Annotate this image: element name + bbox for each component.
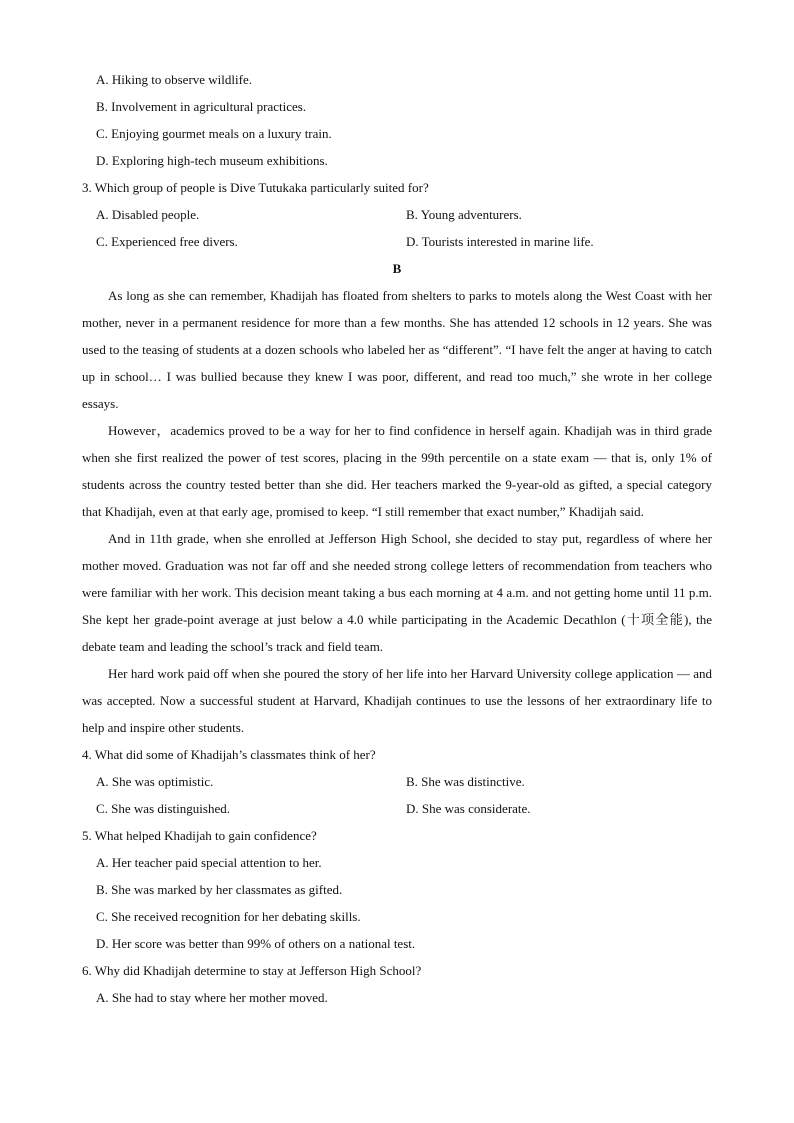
q5-option-b: B. She was marked by her classmates as gifted. bbox=[96, 882, 343, 897]
q4-option-b: B. She was distinctive. bbox=[406, 774, 525, 789]
q4-option-c: C. She was distinguished. bbox=[96, 801, 230, 816]
q4-option-a: A. She was optimistic. bbox=[96, 774, 214, 789]
q4-question: 4. What did some of Khadijah’s classmates think of her? bbox=[82, 747, 376, 762]
q6-option-a: A. She had to stay where her mother moved. bbox=[96, 990, 328, 1005]
q3-options-row-1 bbox=[82, 201, 712, 228]
passage-paragraph-1: As long as she can remember, Khadijah has floated from shelters to parks to motels along the West Coast with her mother, never in a permanent residence for more than a few months. She has attended 12 schools in 12 years. She was used to the teasing of students at a dozen schools who labeled her as “different”. “I have felt the anger at having to catch up in school… I was bullied because they knew I was poor, different, and read too much,” she wrote in her college essays. bbox=[82, 288, 712, 411]
q5-option-a: A. Her teacher paid special attention to her. bbox=[96, 855, 322, 870]
q2-option-c: C. Enjoying gourmet meals on a luxury train. bbox=[96, 126, 332, 141]
passage-paragraph-4: Her hard work paid off when she poured the story of her life into her Harvard University college application — and was accepted. Now a successful student at Harvard, Khadijah continues to use the lessons of her extraordinary life to help and inspire other students. bbox=[82, 666, 712, 735]
q3-question: 3. Which group of people is Dive Tutukaka particularly suited for? bbox=[82, 180, 429, 195]
q4-options-row-2 bbox=[82, 795, 712, 822]
q5-question: 5. What helped Khadijah to gain confidence? bbox=[82, 828, 317, 843]
q3-option-d: D. Tourists interested in marine life. bbox=[406, 234, 594, 249]
exam-page bbox=[82, 66, 712, 1011]
q2-options bbox=[82, 66, 712, 174]
q3-option-a: A. Disabled people. bbox=[96, 207, 200, 222]
q2-option-a: A. Hiking to observe wildlife. bbox=[96, 72, 252, 87]
passage-paragraph-3: And in 11th grade, when she enrolled at Jefferson High School, she decided to stay put, regardless of where her mother moved. Graduation was not far off and she needed strong college letters of recommendation from teachers who were familiar with her work. This decision meant taking a bus each morning at 4 a.m. and not getting home until 11 p.m. She kept her grade-point average at just below a 4.0 while participating in the Academic Decathlon (十项全能), the debate team and leading the school’s track and field team. bbox=[82, 531, 712, 654]
section-b-heading: B bbox=[392, 261, 402, 276]
q2-option-d: D. Exploring high-tech museum exhibitions. bbox=[96, 153, 328, 168]
q3-options-row-2 bbox=[82, 228, 712, 255]
q4-options-row-1 bbox=[82, 768, 712, 795]
q4-option-d: D. She was considerate. bbox=[406, 801, 531, 816]
q6-question: 6. Why did Khadijah determine to stay at Jefferson High School? bbox=[82, 963, 422, 978]
q5-option-c: C. She received recognition for her debating skills. bbox=[96, 909, 361, 924]
q3-option-c: C. Experienced free divers. bbox=[96, 234, 238, 249]
passage-paragraph-2: However，academics proved to be a way for her to find confidence in herself again. Khadijah was in third grade when she first realized the power of test scores, placing in the 99th percentile on a state exam — that is, only 1% of students across the country tested better than she did. Her teachers marked the 9-year-old as gifted, a special category that Khadijah, even at that early age, promised to keep. “I still remember that exact number,” Khadijah said. bbox=[82, 423, 712, 519]
q2-option-b: B. Involvement in agricultural practices. bbox=[96, 99, 307, 114]
q5-option-d: D. Her score was better than 99% of others on a national test. bbox=[96, 936, 416, 951]
q3-option-b: B. Young adventurers. bbox=[406, 207, 522, 222]
